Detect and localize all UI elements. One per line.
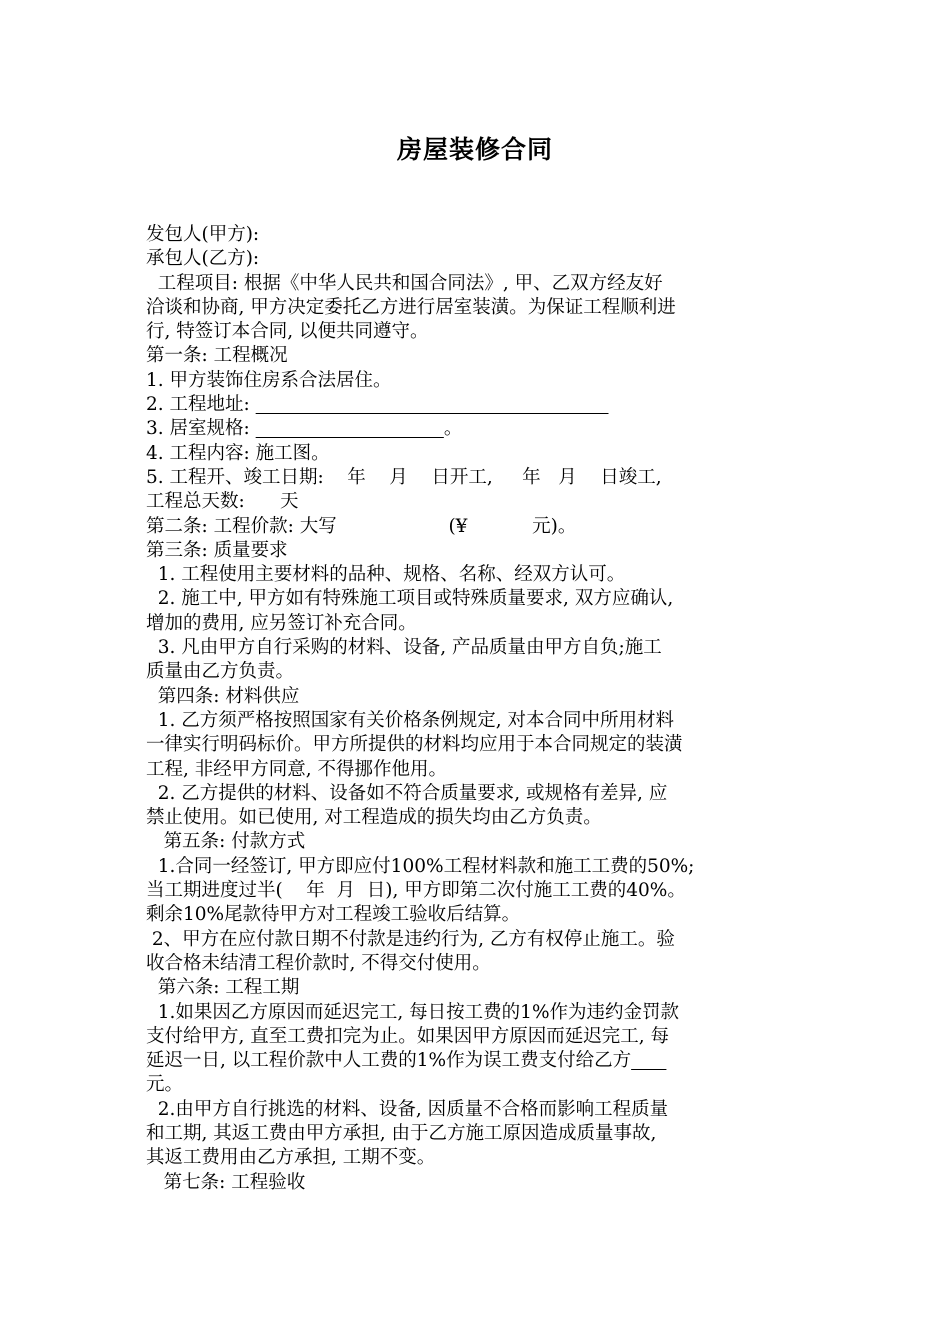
document-line [146,733,826,757]
line-text: 禁止使用。如已使用, 对工程造成的损失均由乙方负责。 [146,807,602,829]
document-line [146,247,826,271]
document-line [146,952,826,976]
line-text: 元。 [146,1074,184,1096]
document-line [146,515,826,539]
line-text: 当工期进度过半( 年 月 日), 甲方即第二次付施工工费的40%。 [146,880,686,902]
line-text: 3. 凡由甲方自行采购的材料、设备, 产品质量由甲方自负;施工 [146,637,662,659]
fill-in-blank[interactable] [256,394,609,415]
line-text: 洽谈和协商, 甲方决定委托乙方进行居室装潢。为保证工程顺利进 [146,296,676,318]
document-line [146,1049,826,1073]
line-text: 2. 工程地址: [146,394,256,416]
line-text: 2、甲方在应付款日期不付款是违约行为, 乙方有权停止施工。验 [146,928,675,950]
line-text: 其返工费用由乙方承担, 工期不变。 [146,1147,436,1169]
line-text: 第五条: 付款方式 [146,831,306,853]
line-text: 1. 乙方须严格按照国家有关价格条例规定, 对本合同中所用材料 [146,709,675,731]
document-line [146,612,826,636]
document-line [146,806,826,830]
line-text: 质量由乙方负责。 [146,661,295,683]
document-line [146,587,826,611]
document-line [146,685,826,709]
document-line [146,1098,826,1122]
document-line [146,855,826,879]
line-text: 第二条: 工程价款: 大写 (¥ 元)。 [146,515,577,537]
line-text: 第六条: 工程工期 [146,977,300,999]
document-line [146,344,826,368]
line-text: 第三条: 质量要求 [146,539,288,561]
document-line [146,709,826,733]
line-text: 4. 工程内容: 施工图。 [146,442,330,464]
document-line [146,1001,826,1025]
document-line [146,563,826,587]
document-line [146,320,826,344]
document-line [146,369,826,393]
document-line [146,539,826,563]
document-line [146,466,826,490]
line-text: 工程项目: 根据《中华人民共和国合同法》, 甲、乙双方经友好 [146,272,663,294]
line-text: 2.由甲方自行挑选的材料、设备, 因质量不合格而影响工程质量 [146,1098,669,1120]
line-text: 工程总天数: 天 [146,491,299,513]
line-text: 第七条: 工程验收 [146,1171,306,1193]
document-line [146,393,826,417]
document-line [146,636,826,660]
document-line [146,1171,826,1195]
line-text: 发包人(甲方): [146,224,260,245]
line-text: 第四条: 材料供应 [146,685,300,707]
line-text: 承包人(乙方): [146,248,260,270]
document-line [146,1122,826,1146]
line-text: 延迟一日, 以工程价款中人工费的1%作为误工费支付给乙方 [146,1050,632,1072]
document-title: 房屋装修合同 [396,135,553,164]
fill-in-blank[interactable] [631,1050,666,1071]
line-text: 2. 乙方提供的材料、设备如不符合质量要求, 或规格有差异, 应 [146,782,668,804]
document-line [146,782,826,806]
document-line [146,417,826,441]
document-line [146,442,826,466]
line-text: 和工期, 其返工费由甲方承担, 由于乙方施工原因造成质量事故, [146,1122,657,1144]
document-line [146,976,826,1000]
line-text: 5. 工程开、竣工日期: 年 月 日开工, 年 月 日竣工, [146,466,662,488]
fill-in-blank[interactable] [256,418,444,439]
document-line [146,1073,826,1097]
document-line [146,928,826,952]
line-text: 剩余10%尾款待甲方对工程竣工验收后结算。 [146,904,521,926]
line-text: 增加的费用, 应另签订补充合同。 [146,612,417,634]
document-line [146,490,826,514]
document-line [146,272,826,296]
line-text: 3. 居室规格: [146,418,256,440]
document-line [146,758,826,782]
document-line [146,1146,826,1170]
document-line [146,1025,826,1049]
document-body [146,223,826,1195]
document-line [146,296,826,320]
line-text: 2. 施工中, 甲方如有特殊施工项目或特殊质量要求, 双方应确认, [146,588,674,610]
line-text: 1. 甲方装饰住房系合法居住。 [146,369,392,391]
document-line [146,879,826,903]
line-text: 第一条: 工程概况 [146,345,288,367]
line-text: 行, 特签订本合同, 以便共同遵守。 [146,321,429,343]
line-text: 工程, 非经甲方同意, 不得挪作他用。 [146,758,448,780]
document-line [146,903,826,927]
document-line [146,830,826,854]
line-text: 支付给甲方, 直至工费扣完为止。如果因甲方原因而延迟完工, 每 [146,1025,670,1047]
line-suffix: 。 [443,418,463,440]
line-text: 1. 工程使用主要材料的品种、规格、名称、经双方认可。 [146,564,626,586]
line-text: 一律实行明码标价。甲方所提供的材料均应用于本合同规定的装潢 [146,734,683,756]
line-text: 1.如果因乙方原因而延迟完工, 每日按工费的1%作为违约金罚款 [146,1001,680,1023]
document-line [146,223,826,247]
line-text: 收合格未结清工程价款时, 不得交付使用。 [146,952,491,974]
line-text: 1.合同一经签订, 甲方即应付100%工程材料款和施工工费的50%; [146,855,695,877]
document-line [146,660,826,684]
